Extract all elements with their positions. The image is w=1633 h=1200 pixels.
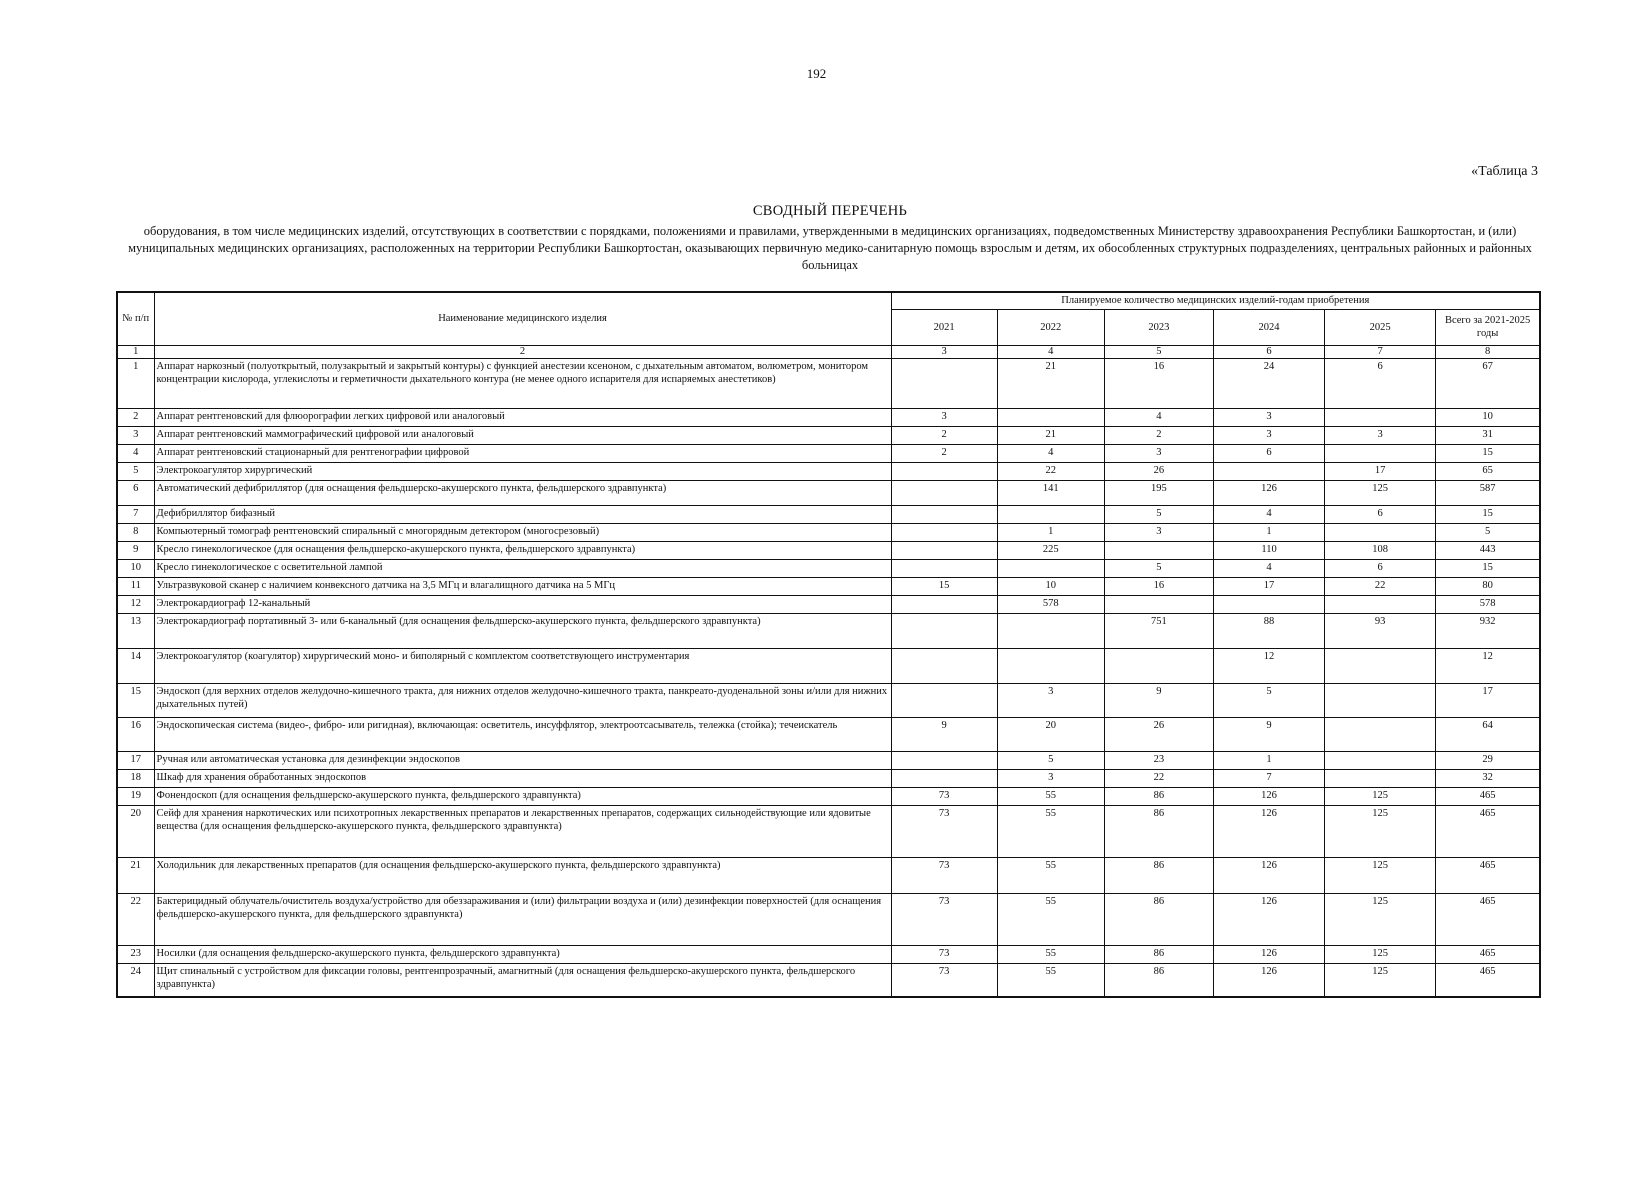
item-name: Компьютерный томограф рентгеновский спиральный с многорядным детектором (многосрезовый) (154, 523, 891, 541)
qty-2023: 26 (1104, 717, 1213, 751)
qty-2025 (1325, 769, 1436, 787)
qty-2023: 2 (1104, 426, 1213, 444)
qty-total: 10 (1436, 408, 1540, 426)
table-row (117, 893, 1540, 945)
header-year-2023: 2023 (1104, 309, 1213, 345)
qty-2023: 16 (1104, 358, 1213, 408)
qty-2025 (1325, 408, 1436, 426)
qty-2023: 4 (1104, 408, 1213, 426)
qty-2022: 22 (997, 462, 1104, 480)
qty-total: 17 (1436, 683, 1540, 717)
item-name: Ультразвуковой сканер с наличием конвексного датчика на 3,5 МГц и влагалищного датчика на 5 МГц (154, 577, 891, 595)
item-name: Электрокардиограф 12-канальный (154, 595, 891, 613)
row-number: 13 (117, 613, 154, 648)
header-year-2021: 2021 (891, 309, 997, 345)
table-row (117, 945, 1540, 963)
qty-2024: 9 (1213, 717, 1324, 751)
item-name: Аппарат рентгеновский маммографический цифровой или аналоговый (154, 426, 891, 444)
qty-2021 (891, 358, 997, 408)
qty-2023 (1104, 648, 1213, 683)
header-total: Всего за 2021-2025 годы (1436, 309, 1540, 345)
row-number: 4 (117, 444, 154, 462)
qty-2021: 15 (891, 577, 997, 595)
qty-2023: 22 (1104, 769, 1213, 787)
page-number: 192 (806, 66, 827, 81)
qty-2025: 125 (1325, 893, 1436, 945)
qty-2024: 3 (1213, 426, 1324, 444)
table-row (117, 805, 1540, 857)
qty-2023: 16 (1104, 577, 1213, 595)
document-title: СВОДНЫЙ ПЕРЕЧЕНЬ (752, 203, 908, 219)
column-numbers-row (117, 345, 1540, 358)
qty-2023: 5 (1104, 559, 1213, 577)
table-label: «Таблица 3 (1471, 164, 1538, 179)
qty-total: 587 (1436, 480, 1540, 505)
qty-total: 465 (1436, 805, 1540, 857)
qty-2022 (997, 648, 1104, 683)
qty-2021 (891, 505, 997, 523)
qty-2024: 7 (1213, 769, 1324, 787)
table-row (117, 444, 1540, 462)
qty-2021: 73 (891, 893, 997, 945)
qty-2025 (1325, 751, 1436, 769)
qty-2022: 55 (997, 963, 1104, 997)
qty-2024: 1 (1213, 523, 1324, 541)
qty-2024: 126 (1213, 945, 1324, 963)
qty-2025 (1325, 683, 1436, 717)
item-name: Эндоскопическая система (видео-, фибро- или ригидная), включающая: осветитель, инсуффлятор, электроотсасыватель, тележка (стойка); течеискатель (154, 717, 891, 751)
qty-2025: 125 (1325, 480, 1436, 505)
item-name: Аппарат рентгеновский для флюорографии легких цифровой или аналоговый (154, 408, 891, 426)
qty-2023 (1104, 595, 1213, 613)
qty-2025: 3 (1325, 426, 1436, 444)
qty-2022: 5 (997, 751, 1104, 769)
qty-2023: 86 (1104, 893, 1213, 945)
table-row (117, 559, 1540, 577)
column-number: 6 (1213, 345, 1324, 358)
item-name: Холодильник для лекарственных препаратов (для оснащения фельдшерско-акушерского пункта, фельдшерского здравпункта) (154, 857, 891, 893)
qty-2025 (1325, 523, 1436, 541)
row-number: 23 (117, 945, 154, 963)
table-row (117, 751, 1540, 769)
qty-2024 (1213, 462, 1324, 480)
qty-2022 (997, 613, 1104, 648)
item-name: Аппарат наркозный (полуоткрытый, полузакрытый и закрытый контуры) с функцией анестезии ксеноном, с дыхательным автоматом, волюметром, монитором концентрации кислорода, углекислоты и герметичности дыхательного контура (не менее одного испарителя для испаряемых анестетиков) (154, 358, 891, 408)
qty-total: 32 (1436, 769, 1540, 787)
row-number: 6 (117, 480, 154, 505)
qty-2021: 73 (891, 787, 997, 805)
qty-2025: 125 (1325, 945, 1436, 963)
qty-2022: 21 (997, 358, 1104, 408)
qty-2024: 4 (1213, 505, 1324, 523)
qty-2022: 55 (997, 805, 1104, 857)
row-number: 20 (117, 805, 154, 857)
row-number: 17 (117, 751, 154, 769)
qty-2021 (891, 648, 997, 683)
row-number: 16 (117, 717, 154, 751)
qty-2022: 225 (997, 541, 1104, 559)
row-number: 14 (117, 648, 154, 683)
qty-2022: 55 (997, 857, 1104, 893)
item-name: Фонендоскоп (для оснащения фельдшерско-акушерского пункта, фельдшерского здравпункта) (154, 787, 891, 805)
qty-2021 (891, 769, 997, 787)
qty-2022: 578 (997, 595, 1104, 613)
column-number: 4 (997, 345, 1104, 358)
table-row (117, 358, 1540, 408)
header-year-2024: 2024 (1213, 309, 1324, 345)
header-num: № п/п (117, 292, 154, 345)
qty-2022: 3 (997, 769, 1104, 787)
qty-2024: 126 (1213, 963, 1324, 997)
qty-2024: 24 (1213, 358, 1324, 408)
qty-total: 465 (1436, 945, 1540, 963)
qty-2023: 5 (1104, 505, 1213, 523)
qty-2025: 22 (1325, 577, 1436, 595)
row-number: 1 (117, 358, 154, 408)
qty-total: 578 (1436, 595, 1540, 613)
qty-2023: 86 (1104, 787, 1213, 805)
row-number: 22 (117, 893, 154, 945)
qty-2025 (1325, 444, 1436, 462)
qty-total: 5 (1436, 523, 1540, 541)
qty-2025: 125 (1325, 857, 1436, 893)
qty-2022: 55 (997, 945, 1104, 963)
table-row (117, 595, 1540, 613)
item-name: Автоматический дефибриллятор (для оснащения фельдшерско-акушерского пункта, фельдшерского здравпункта) (154, 480, 891, 505)
qty-2021 (891, 541, 997, 559)
qty-2021 (891, 683, 997, 717)
qty-total: 64 (1436, 717, 1540, 751)
qty-2025: 6 (1325, 559, 1436, 577)
qty-2021 (891, 751, 997, 769)
item-name: Сейф для хранения наркотических или психотропных лекарственных препаратов и лекарственных препаратов, содержащих сильнодействующие или ядовитые вещества (для оснащения фельдшерско-акушерского пункта, фельдшерского здравпункта) (154, 805, 891, 857)
qty-2024: 3 (1213, 408, 1324, 426)
qty-2025: 125 (1325, 963, 1436, 997)
row-number: 15 (117, 683, 154, 717)
qty-2025 (1325, 717, 1436, 751)
qty-2023: 86 (1104, 945, 1213, 963)
qty-2021: 3 (891, 408, 997, 426)
qty-2024: 5 (1213, 683, 1324, 717)
qty-2021 (891, 480, 997, 505)
qty-2021: 73 (891, 805, 997, 857)
item-name: Электрокоагулятор (коагулятор) хирургический моно- и биполярный с комплектом соответствующего инструментария (154, 648, 891, 683)
qty-2022 (997, 408, 1104, 426)
row-number: 10 (117, 559, 154, 577)
qty-2023: 23 (1104, 751, 1213, 769)
qty-2025 (1325, 648, 1436, 683)
qty-2025: 125 (1325, 787, 1436, 805)
qty-2023: 86 (1104, 805, 1213, 857)
qty-2021 (891, 462, 997, 480)
column-number: 7 (1325, 345, 1436, 358)
row-number: 19 (117, 787, 154, 805)
row-number: 5 (117, 462, 154, 480)
qty-2021 (891, 523, 997, 541)
qty-2021: 2 (891, 444, 997, 462)
qty-total: 15 (1436, 505, 1540, 523)
qty-2024: 126 (1213, 787, 1324, 805)
qty-2025: 6 (1325, 505, 1436, 523)
column-number: 2 (154, 345, 891, 358)
document-subtitle: оборудования, в том числе медицинских изделий, отсутствующих в соответствии с порядками, положениями и правилами, утвержденными в медицинских организациях, подведомственных Министерству здравоохранения Республики Башкортостан, и (или) муниципальных медицинских организациях, расположенных на территории Республики Башкортостан, оказывающих первичную медико-санитарную помощь взрослым и детям, их обособленных структурных подразделениях, центральных районных и районных больницах (128, 224, 1532, 272)
row-number: 8 (117, 523, 154, 541)
item-name: Аппарат рентгеновский стационарный для рентгенографии цифровой (154, 444, 891, 462)
qty-2022: 141 (997, 480, 1104, 505)
header-year-2022: 2022 (997, 309, 1104, 345)
row-number: 7 (117, 505, 154, 523)
qty-2023: 3 (1104, 523, 1213, 541)
qty-2021: 2 (891, 426, 997, 444)
qty-2021: 73 (891, 963, 997, 997)
row-number: 24 (117, 963, 154, 997)
qty-2024: 88 (1213, 613, 1324, 648)
qty-2021 (891, 559, 997, 577)
item-name: Кресло гинекологическое (для оснащения фельдшерско-акушерского пункта, фельдшерского здравпункта) (154, 541, 891, 559)
qty-2023: 9 (1104, 683, 1213, 717)
qty-total: 67 (1436, 358, 1540, 408)
header-planned-group: Планируемое количество медицинских изделий-годам приобретения (891, 292, 1540, 309)
row-number: 2 (117, 408, 154, 426)
item-name: Дефибриллятор бифазный (154, 505, 891, 523)
qty-2024: 1 (1213, 751, 1324, 769)
qty-total: 15 (1436, 444, 1540, 462)
item-name: Бактерицидный облучатель/очиститель воздуха/устройство для обеззараживания и (или) фильтрации воздуха и (или) дезинфекции поверхностей (для оснащения фельдшерско-акушерского пункта, для фельдшерского здравпункта) (154, 893, 891, 945)
qty-2023 (1104, 541, 1213, 559)
qty-2023: 26 (1104, 462, 1213, 480)
table-row (117, 426, 1540, 444)
qty-2025 (1325, 595, 1436, 613)
qty-2024: 126 (1213, 480, 1324, 505)
column-number: 8 (1436, 345, 1540, 358)
qty-2023: 86 (1104, 963, 1213, 997)
qty-2023: 195 (1104, 480, 1213, 505)
table-row (117, 505, 1540, 523)
row-number: 9 (117, 541, 154, 559)
qty-2021: 73 (891, 857, 997, 893)
qty-2022: 10 (997, 577, 1104, 595)
qty-2022: 4 (997, 444, 1104, 462)
qty-2025: 17 (1325, 462, 1436, 480)
qty-2024 (1213, 595, 1324, 613)
table-row (117, 523, 1540, 541)
qty-2025: 93 (1325, 613, 1436, 648)
table-row (117, 963, 1540, 997)
qty-total: 465 (1436, 787, 1540, 805)
table-row (117, 857, 1540, 893)
qty-2025: 6 (1325, 358, 1436, 408)
qty-2022: 3 (997, 683, 1104, 717)
qty-2024: 12 (1213, 648, 1324, 683)
qty-2022 (997, 505, 1104, 523)
qty-total: 932 (1436, 613, 1540, 648)
column-number: 3 (891, 345, 997, 358)
qty-2024: 126 (1213, 857, 1324, 893)
qty-2024: 6 (1213, 444, 1324, 462)
header-year-2025: 2025 (1325, 309, 1436, 345)
qty-2025: 108 (1325, 541, 1436, 559)
qty-2022 (997, 559, 1104, 577)
qty-2023: 3 (1104, 444, 1213, 462)
table-row (117, 462, 1540, 480)
qty-2024: 126 (1213, 805, 1324, 857)
qty-2021 (891, 613, 997, 648)
equipment-table (116, 291, 1541, 998)
item-name: Щит спинальный с устройством для фиксации головы, рентгенпрозрачный, амагнитный (для оснащения фельдшерско-акушерского пункта, фельдшерского здравпункта) (154, 963, 891, 997)
qty-2022: 20 (997, 717, 1104, 751)
qty-total: 31 (1436, 426, 1540, 444)
row-number: 21 (117, 857, 154, 893)
item-name: Ручная или автоматическая установка для дезинфекции эндоскопов (154, 751, 891, 769)
qty-2024: 17 (1213, 577, 1324, 595)
qty-2022: 55 (997, 787, 1104, 805)
table-row (117, 717, 1540, 751)
table-body (117, 358, 1540, 997)
row-number: 18 (117, 769, 154, 787)
qty-2024: 110 (1213, 541, 1324, 559)
header-name: Наименование медицинского изделия (154, 292, 891, 345)
qty-2022: 1 (997, 523, 1104, 541)
title-block (125, 203, 1535, 274)
qty-2021: 73 (891, 945, 997, 963)
item-name: Электрокардиограф портативный 3- или 6-канальный (для оснащения фельдшерско-акушерского пункта, фельдшерского здравпункта) (154, 613, 891, 648)
table-row (117, 769, 1540, 787)
qty-2023: 86 (1104, 857, 1213, 893)
item-name: Эндоскоп (для верхних отделов желудочно-кишечного тракта, для нижних отделов желудочно-кишечного тракта, панкреато-дуоденальной зоны и/или для нижних дыхательных путей) (154, 683, 891, 717)
table-row (117, 577, 1540, 595)
table-row (117, 683, 1540, 717)
column-number: 5 (1104, 345, 1213, 358)
qty-2024: 4 (1213, 559, 1324, 577)
qty-2024: 126 (1213, 893, 1324, 945)
qty-2022: 21 (997, 426, 1104, 444)
item-name: Шкаф для хранения обработанных эндоскопов (154, 769, 891, 787)
qty-total: 65 (1436, 462, 1540, 480)
qty-2021: 9 (891, 717, 997, 751)
qty-2023: 751 (1104, 613, 1213, 648)
row-number: 12 (117, 595, 154, 613)
table-row (117, 408, 1540, 426)
row-number: 11 (117, 577, 154, 595)
item-name: Электрокоагулятор хирургический (154, 462, 891, 480)
qty-total: 15 (1436, 559, 1540, 577)
item-name: Носилки (для оснащения фельдшерско-акушерского пункта, фельдшерского здравпункта) (154, 945, 891, 963)
table-row (117, 787, 1540, 805)
column-number: 1 (117, 345, 154, 358)
table-row (117, 541, 1540, 559)
qty-total: 465 (1436, 893, 1540, 945)
qty-total: 80 (1436, 577, 1540, 595)
qty-total: 12 (1436, 648, 1540, 683)
table-row (117, 613, 1540, 648)
table-row (117, 648, 1540, 683)
qty-2021 (891, 595, 997, 613)
item-name: Кресло гинекологическое с осветительной лампой (154, 559, 891, 577)
qty-2022: 55 (997, 893, 1104, 945)
row-number: 3 (117, 426, 154, 444)
qty-2025: 125 (1325, 805, 1436, 857)
qty-total: 29 (1436, 751, 1540, 769)
qty-total: 465 (1436, 963, 1540, 997)
table-row (117, 480, 1540, 505)
qty-total: 465 (1436, 857, 1540, 893)
qty-total: 443 (1436, 541, 1540, 559)
